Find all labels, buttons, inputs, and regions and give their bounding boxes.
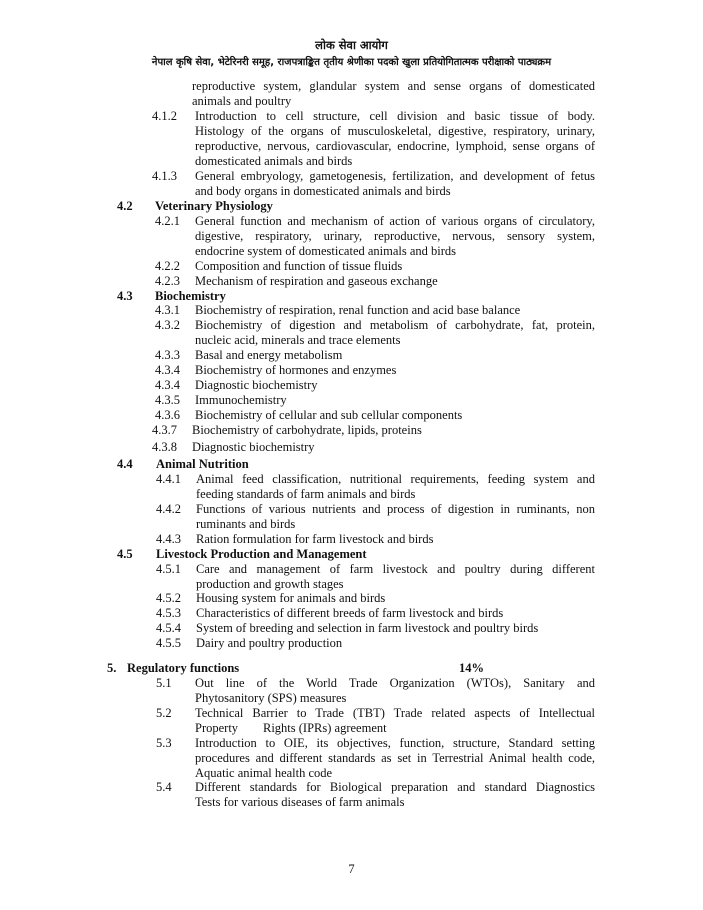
- section-title-regulatory-functions: Regulatory functions: [127, 661, 240, 675]
- item-number: 5.4: [156, 780, 172, 794]
- item-4-3-4-diagnostic-text: Diagnostic biochemistry: [195, 378, 318, 392]
- item-5-4-line-2: Tests for various diseases of farm animals: [195, 795, 405, 809]
- section-number: 4.3: [117, 289, 133, 303]
- item-4-5-1-line-1: Care and management of farm livestock and poultry during different: [196, 562, 595, 576]
- item-5-1-line-2: Phytosanitory (SPS) measures: [195, 691, 347, 705]
- item-4-1-3-line-1: General embryology, gametogenesis, fertilization, and development of fetus: [195, 169, 595, 183]
- item-number: 4.1.3: [152, 169, 177, 183]
- header-commission-title: लोक सेवा आयोग: [315, 38, 388, 52]
- item-4-3-6-text: Biochemistry of cellular and sub cellular components: [195, 408, 463, 422]
- item-4-2-3-text: Mechanism of respiration and gaseous exchange: [195, 274, 438, 288]
- section-title-biochemistry: Biochemistry: [155, 289, 226, 303]
- item-4-2-2-text: Composition and function of tissue fluids: [195, 259, 403, 273]
- item-number: 4.4.3: [156, 532, 181, 546]
- item-4-3-5-text: Immunochemistry: [195, 393, 287, 407]
- item-5-3-line-1: Introduction to OIE, its objectives, function, structure, Standard setting: [195, 736, 595, 750]
- item-number: 4.3.4: [155, 363, 180, 377]
- header-syllabus-title: नेपाल कृषि सेवा, भेटेरिनरी समूह, राजपत्राङ्कित तृतीय श्रेणीका पदको खुला प्रतियोगितात्मक परीक्षाको पाठ्यक्रम: [151, 57, 552, 68]
- item-number: 4.5.3: [156, 606, 181, 620]
- section-number: 4.5: [117, 547, 133, 561]
- item-4-1-2-line-3: reproductive, nervous, cardiovascular, endocrine, lymphoid, sense organs of: [195, 139, 595, 153]
- item-5-3-line-2: procedures and different standards as set in Terrestrial Animal health code,: [195, 751, 595, 765]
- item-4-2-1-line-1: General function and mechanism of action of various organs of circulatory,: [195, 214, 595, 228]
- item-number: 4.3.4: [155, 378, 180, 392]
- item-number: 4.2.1: [155, 214, 180, 228]
- item-number: 4.3.7: [152, 423, 177, 437]
- item-4-4-3-text: Ration formulation for farm livestock and birds: [196, 532, 434, 546]
- item-4-5-5-text: Dairy and poultry production: [196, 636, 343, 650]
- section-number: 4.2: [117, 199, 133, 213]
- item-4-3-4-hormones-text: Biochemistry of hormones and enzymes: [195, 363, 397, 377]
- item-4-5-1-line-2: production and growth stages: [196, 577, 344, 591]
- item-5-4-line-1: Different standards for Biological preparation and standard Diagnostics: [195, 780, 595, 794]
- item-5-1-line-1: Out line of the World Trade Organization (WTOs), Sanitary and: [195, 676, 595, 690]
- item-4-1-2-line-2: Histology of the organs of musculoskeletal, digestive, respiratory, urinary,: [195, 124, 595, 138]
- item-number: 5.3: [156, 736, 172, 750]
- section-title-livestock-production: Livestock Production and Management: [156, 547, 367, 561]
- item-4-4-2-line-1: Functions of various nutrients and process of digestion in ruminants, non: [196, 502, 595, 516]
- item-4-4-1-line-2: feeding standards of farm animals and birds: [196, 487, 416, 501]
- item-number: 5.1: [156, 676, 172, 690]
- item-5-2-line-2b: Rights (IPRs) agreement: [263, 721, 387, 735]
- item-4-1-2-line-1: Introduction to cell structure, cell division and basic tissue of body.: [195, 109, 595, 123]
- item-number: 4.5.2: [156, 591, 181, 605]
- item-number: 4.5.4: [156, 621, 181, 635]
- item-number: 5.2: [156, 706, 172, 720]
- item-4-2-1-line-2: digestive, respiratory, urinary, reproductive, nervous, sensory system,: [195, 229, 595, 243]
- item-4-3-2-line-1: Biochemistry of digestion and metabolism of carbohydrate, fat, protein,: [195, 318, 595, 332]
- item-4-2-1-line-3: endocrine system of domesticated animals and birds: [195, 244, 457, 258]
- item-4-3-2-line-2: nucleic acid, minerals and trace elements: [195, 333, 401, 347]
- item-4-1-3-line-2: and body organs in domesticated animals and birds: [195, 184, 451, 198]
- item-4-3-3-text: Basal and energy metabolism: [195, 348, 343, 362]
- item-number: 4.4.2: [156, 502, 181, 516]
- item-4-5-3-text: Characteristics of different breeds of farm livestock and birds: [196, 606, 504, 620]
- item-number: 4.3.5: [155, 393, 180, 407]
- item-4-3-8-text: Diagnostic biochemistry: [192, 440, 315, 454]
- item-number: 4.3.1: [155, 303, 180, 317]
- item-number: 4.2.2: [155, 259, 180, 273]
- item-number: 4.4.1: [156, 472, 181, 486]
- item-4-1-2-line-4: domesticated animals and birds: [195, 154, 353, 168]
- item-number: 4.3.8: [152, 440, 177, 454]
- item-number: 4.3.2: [155, 318, 180, 332]
- item-number: 4.2.3: [155, 274, 180, 288]
- item-number: 4.5.1: [156, 562, 181, 576]
- item-number: 4.3.3: [155, 348, 180, 362]
- item-5-2-line-1: Technical Barrier to Trade (TBT) Trade related aspects of Intellectual: [195, 706, 595, 720]
- item-4-5-2-text: Housing system for animals and birds: [196, 591, 386, 605]
- item-4-4-1-line-1: Animal feed classification, nutritional requirements, feeding system and: [196, 472, 595, 486]
- item-number: 4.3.6: [155, 408, 180, 422]
- item-4-3-1-text: Biochemistry of respiration, renal function and acid base balance: [195, 303, 521, 317]
- item-5-2-line-2a: Property: [195, 721, 239, 735]
- section-title-veterinary-physiology: Veterinary Physiology: [155, 199, 273, 213]
- section-number: 4.4: [117, 457, 133, 471]
- item-4-3-7-text: Biochemistry of carbohydrate, lipids, proteins: [192, 423, 422, 437]
- page-number: 7: [348, 862, 355, 876]
- intro-line-2: animals and poultry: [192, 94, 292, 108]
- item-4-5-4-text: System of breeding and selection in farm livestock and poultry birds: [196, 621, 539, 635]
- intro-line-1: reproductive system, glandular system and sense organs of domesticated: [192, 79, 595, 93]
- item-5-3-line-3: Aquatic animal health code: [195, 766, 333, 780]
- section-number: 5.: [107, 661, 117, 675]
- item-4-4-2-line-2: ruminants and birds: [196, 517, 296, 531]
- item-number: 4.5.5: [156, 636, 181, 650]
- section-title-animal-nutrition: Animal Nutrition: [156, 457, 249, 471]
- section-weight: 14%: [459, 661, 484, 675]
- item-number: 4.1.2: [152, 109, 177, 123]
